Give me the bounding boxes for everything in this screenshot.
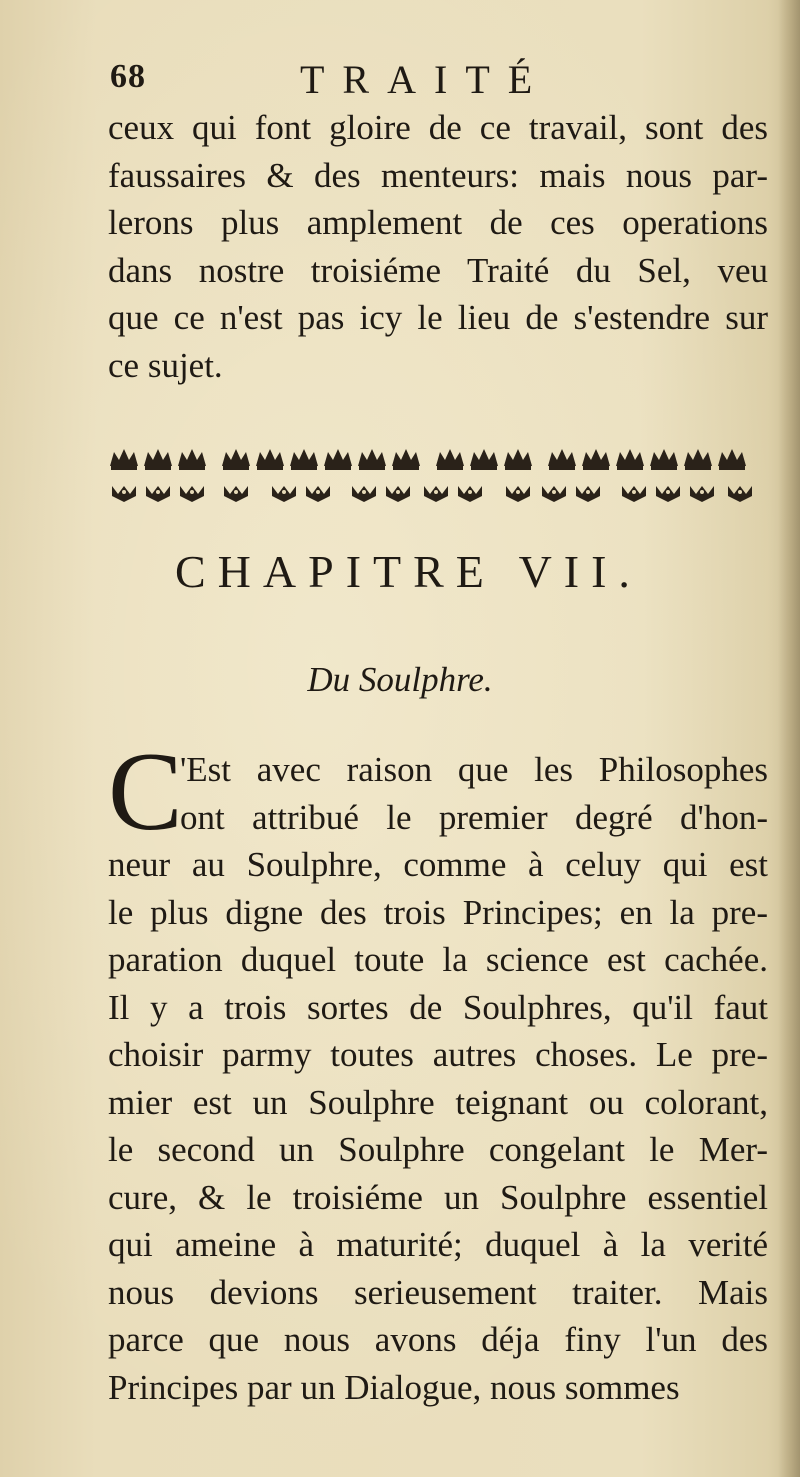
text-line: que ce n'est pas icy le lieu de s'estendre sur	[108, 298, 768, 337]
drop-cap: C	[108, 730, 183, 854]
text-line: dans nostre troisiéme Traité du Sel, veu	[108, 250, 768, 290]
running-title: TRAITÉ	[300, 57, 551, 102]
text-line: Il y a trois sortes de Soulphres, qu'il faut	[108, 987, 768, 1027]
text-line: choisir parmy toutes autres choses. Le pre-	[108, 1035, 768, 1074]
top-paragraph	[108, 104, 768, 389]
ornament-bottom-row	[112, 486, 752, 502]
running-head	[110, 56, 760, 106]
page-edge-shadow	[778, 0, 800, 1477]
text-line: paration duquel toute la science est cachée.	[108, 940, 768, 979]
chapter-title: CHAPITRE VII.	[175, 546, 642, 597]
body-paragraph	[108, 746, 768, 1411]
text-line: nous devions serieusement traiter. Mais	[108, 1272, 768, 1312]
text-line: cure, & le troisiéme un Soulphre essentiel	[108, 1177, 768, 1217]
text-line: le plus digne des trois Principes; en la pre-	[108, 892, 768, 932]
text-line: ont attribué le premier degré d'hon-	[180, 797, 768, 837]
text-line: faussaires & des menteurs: mais nous par-	[108, 155, 768, 195]
ornament-graphic	[108, 440, 768, 512]
text-line: lerons plus amplement de ces operations	[108, 203, 768, 242]
text-line: ce sujet.	[108, 345, 223, 385]
ornament-top-row	[110, 449, 746, 470]
text-line: 'Est avec raison que les Philosophes	[180, 750, 768, 789]
fleuron-band-icon	[108, 440, 768, 512]
text-line: mier est un Soulphre teignant ou colorant,	[108, 1082, 768, 1122]
chapter-subtitle: Du Soulphre.	[307, 660, 493, 699]
text-line: Principes par un Dialogue, nous sommes	[108, 1367, 680, 1407]
text-line: le second un Soulphre congelant le Mer-	[108, 1130, 768, 1169]
text-line: qui ameine à maturité; duquel à la verité	[108, 1225, 768, 1264]
text-line: parce que nous avons déja finy l'un des	[108, 1320, 768, 1359]
page-number: 68	[110, 58, 146, 95]
text-line: neur au Soulphre, comme à celuy qui est	[108, 845, 768, 884]
text-line: ceux qui font gloire de ce travail, sont des	[108, 108, 768, 147]
